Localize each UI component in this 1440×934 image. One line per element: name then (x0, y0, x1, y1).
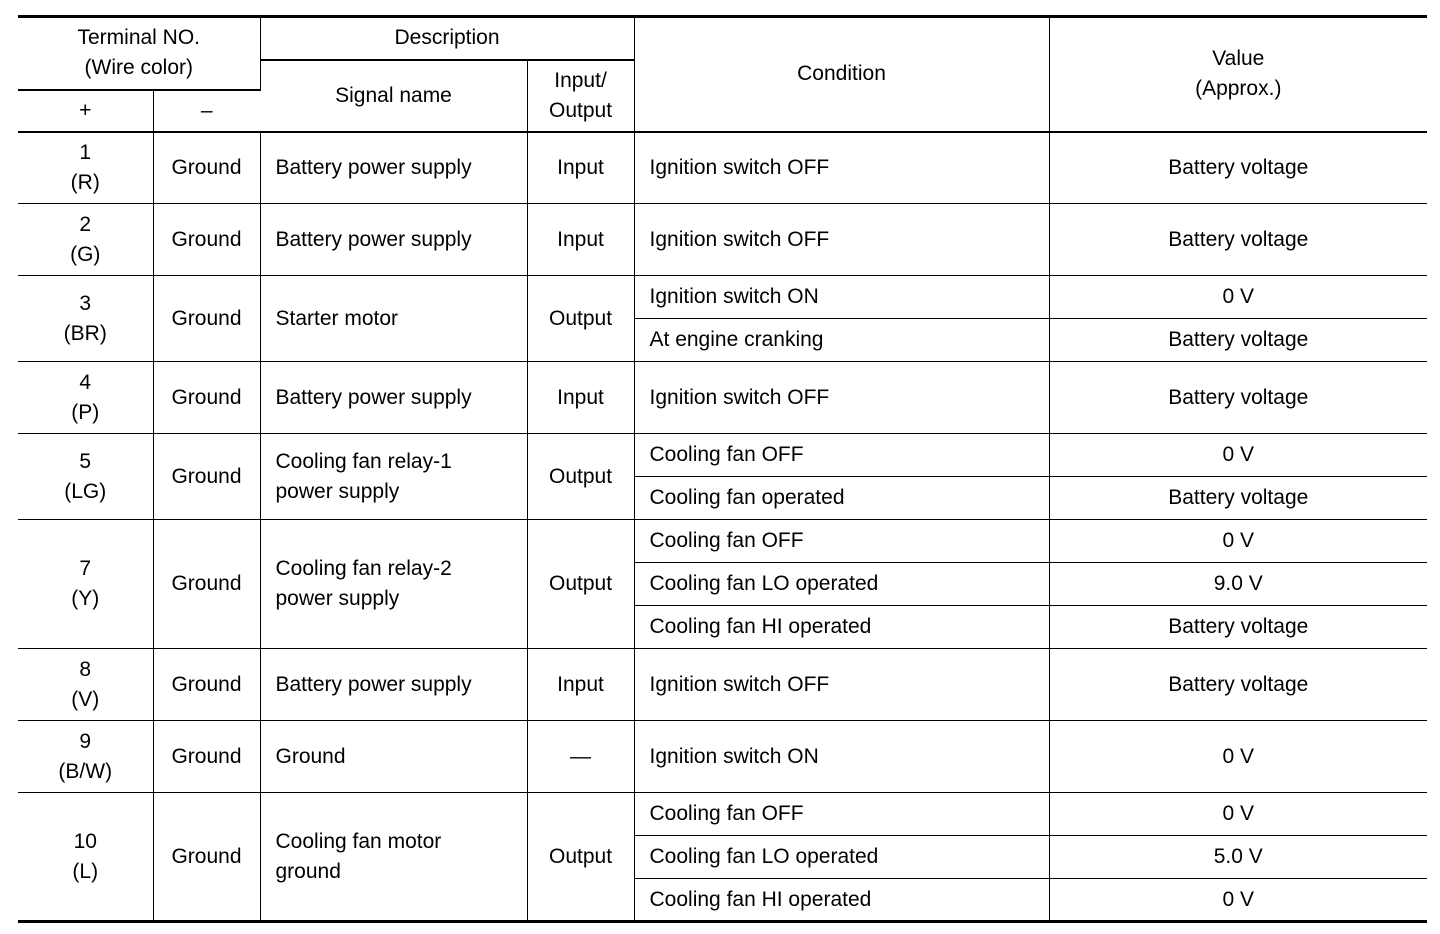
terminal-cell: 10 (L) (18, 793, 153, 922)
header-terminal: Terminal NO. (Wire color) (18, 17, 260, 90)
ground-cell: Ground (153, 362, 260, 434)
condition-cell: Cooling fan HI operated (634, 606, 1049, 649)
io-cell: Output (527, 276, 634, 362)
table-row (18, 649, 1427, 721)
header-minus: – (153, 90, 260, 132)
table-row (18, 276, 1427, 319)
value-cell: Battery voltage (1049, 204, 1427, 276)
signal-name-cell: Cooling fan relay-1 power supply (260, 434, 527, 520)
value-cell: Battery voltage (1049, 606, 1427, 649)
signal-name-cell: Ground (260, 721, 527, 793)
value-cell: Battery voltage (1049, 319, 1427, 362)
ground-cell: Ground (153, 793, 260, 922)
ground-cell: Ground (153, 434, 260, 520)
signal-name-cell: Battery power supply (260, 132, 527, 204)
value-cell: 0 V (1049, 520, 1427, 563)
signal-name-cell: Starter motor (260, 276, 527, 362)
terminal-cell: 2 (G) (18, 204, 153, 276)
ground-cell: Ground (153, 721, 260, 793)
condition-cell: Ignition switch OFF (634, 132, 1049, 204)
value-cell: Battery voltage (1049, 132, 1427, 204)
value-cell: 0 V (1049, 721, 1427, 793)
table-row (18, 721, 1427, 793)
condition-cell: Ignition switch OFF (634, 204, 1049, 276)
io-cell: Output (527, 793, 634, 922)
terminal-cell: 7 (Y) (18, 520, 153, 649)
table-row (18, 362, 1427, 434)
terminal-cell: 5 (LG) (18, 434, 153, 520)
value-cell: 0 V (1049, 793, 1427, 836)
ground-cell: Ground (153, 276, 260, 362)
io-cell: Input (527, 204, 634, 276)
value-cell: 0 V (1049, 434, 1427, 477)
table-row (18, 434, 1427, 477)
condition-cell: Cooling fan OFF (634, 520, 1049, 563)
table-row (18, 204, 1427, 276)
terminal-cell: 3 (BR) (18, 276, 153, 362)
io-cell: Output (527, 434, 634, 520)
terminal-cell: 4 (P) (18, 362, 153, 434)
io-cell: Input (527, 362, 634, 434)
value-cell: 0 V (1049, 879, 1427, 922)
terminal-cell: 9 (B/W) (18, 721, 153, 793)
table-body (18, 132, 1427, 922)
table-row (18, 793, 1427, 836)
signal-name-cell: Battery power supply (260, 362, 527, 434)
signal-name-cell: Battery power supply (260, 649, 527, 721)
signal-name-cell: Cooling fan motor ground (260, 793, 527, 922)
value-cell: 0 V (1049, 276, 1427, 319)
header-plus: + (18, 90, 153, 132)
io-cell: Input (527, 132, 634, 204)
condition-cell: Ignition switch OFF (634, 362, 1049, 434)
value-cell: 5.0 V (1049, 836, 1427, 879)
table-row (18, 520, 1427, 563)
signal-name-cell: Battery power supply (260, 204, 527, 276)
condition-cell: Cooling fan OFF (634, 434, 1049, 477)
table-row (18, 132, 1427, 204)
condition-cell: At engine cranking (634, 319, 1049, 362)
ground-cell: Ground (153, 204, 260, 276)
header-input-output: Input/ Output (527, 60, 634, 132)
ground-cell: Ground (153, 132, 260, 204)
condition-cell: Cooling fan HI operated (634, 879, 1049, 922)
ground-cell: Ground (153, 520, 260, 649)
signal-name-cell: Cooling fan relay-2 power supply (260, 520, 527, 649)
io-cell: Input (527, 649, 634, 721)
header-condition: Condition (634, 17, 1049, 132)
terminal-cell: 8 (V) (18, 649, 153, 721)
terminal-table (18, 15, 1427, 923)
value-cell: Battery voltage (1049, 649, 1427, 721)
value-cell: Battery voltage (1049, 477, 1427, 520)
terminal-cell: 1 (R) (18, 132, 153, 204)
condition-cell: Cooling fan operated (634, 477, 1049, 520)
io-cell: — (527, 721, 634, 793)
condition-cell: Ignition switch ON (634, 721, 1049, 793)
io-cell: Output (527, 520, 634, 649)
ground-cell: Ground (153, 649, 260, 721)
condition-cell: Cooling fan LO operated (634, 563, 1049, 606)
condition-cell: Ignition switch ON (634, 276, 1049, 319)
condition-cell: Cooling fan LO operated (634, 836, 1049, 879)
value-cell: Battery voltage (1049, 362, 1427, 434)
table-header (18, 17, 1427, 132)
value-cell: 9.0 V (1049, 563, 1427, 606)
header-value: Value (Approx.) (1049, 17, 1427, 132)
header-signal-name: Signal name (260, 60, 527, 132)
header-description: Description (260, 17, 634, 60)
condition-cell: Ignition switch OFF (634, 649, 1049, 721)
condition-cell: Cooling fan OFF (634, 793, 1049, 836)
